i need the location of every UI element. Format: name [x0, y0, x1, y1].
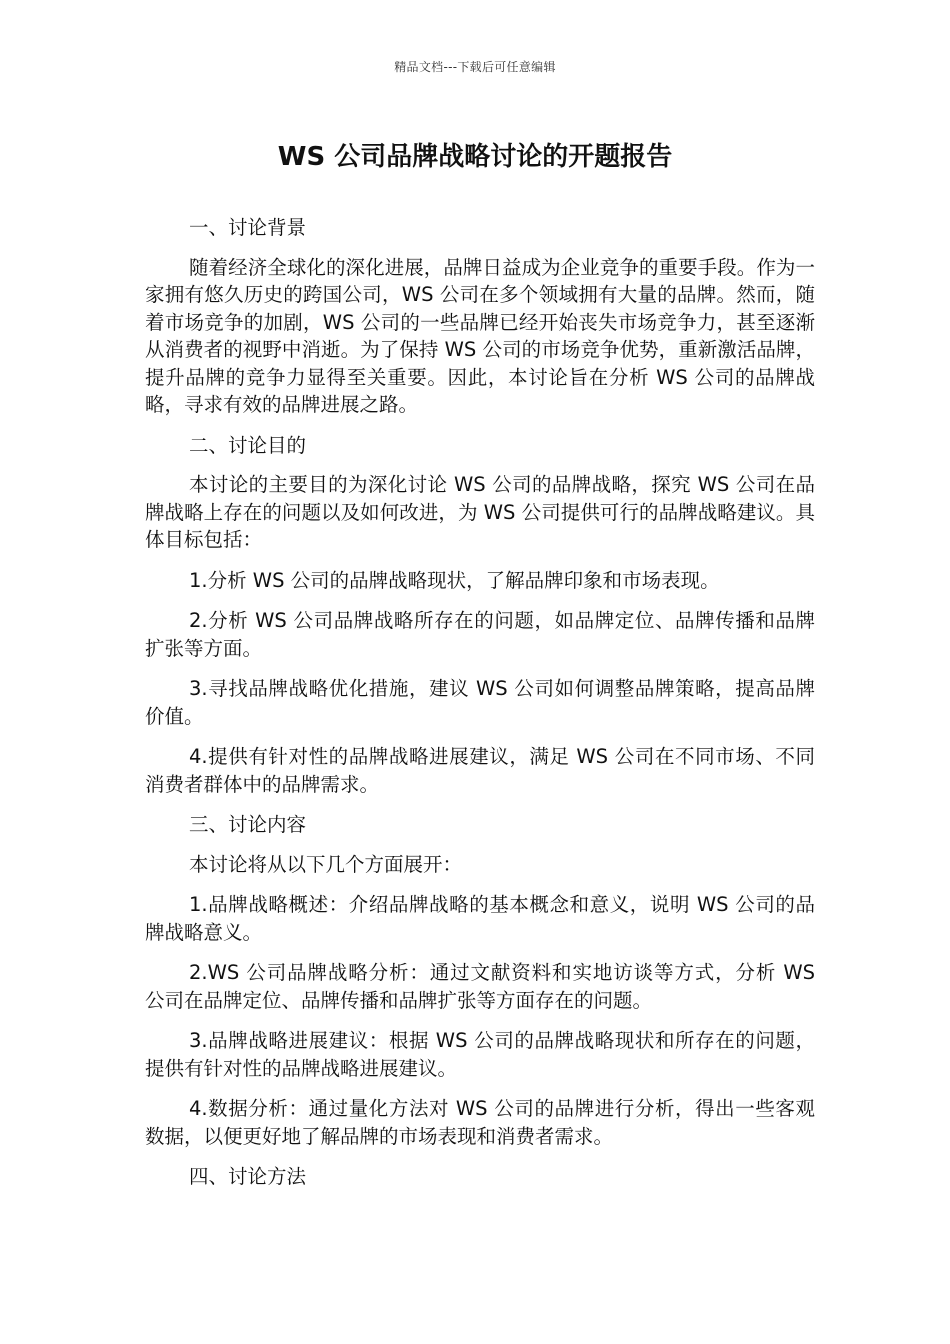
section-heading-content: 三、讨论内容: [189, 813, 307, 836]
content-item-4: 4.数据分析：通过量化方法对 WS 公司的品牌进行分析，得出一些客观数据，以便更好地了解品牌的市场表现和消费者需求。: [145, 1097, 815, 1148]
purpose-item-2: 2.分析 WS 公司品牌战略所存在的问题，如品牌定位、品牌传播和品牌扩张等方面。: [145, 609, 815, 660]
document-title: WS 公司品牌战略讨论的开题报告: [277, 142, 673, 172]
document-body: [145, 214, 815, 1203]
section-heading-purpose: 二、讨论目的: [189, 433, 307, 457]
purpose-item-1: 1.分析 WS 公司的品牌战略现状，了解品牌印象和市场表现。: [189, 568, 720, 592]
content-item-3: 3.品牌战略进展建议：根据 WS 公司的品牌战略现状和所存在的问题，提供有针对性的品牌战略进展建议。: [145, 1029, 815, 1080]
content-item-2: 2.WS 公司品牌战略分析：通过文献资料和实地访谈等方式，分析 WS 公司在品牌定位、品牌传播和品牌扩张等方面存在的问题。: [145, 961, 815, 1012]
background-paragraph: 随着经济全球化的深化进展，品牌日益成为企业竞争的重要手段。作为一家拥有悠久历史的跨国公司，WS 公司在多个领域拥有大量的品牌。然而，随着市场竞争的加剧，WS 公司的一些品牌已经开始丧失市场竞争力，甚至逐渐从消费者的视野中消逝。为了保持 WS 公司的市场竞争优势，重新激活品牌，提升品牌的竞争力显得至关重要。因此，本讨论旨在分析 WS 公司的品牌战略，寻求有效的品牌进展之路。: [145, 255, 815, 416]
section-heading-method: 四、讨论方法: [189, 1165, 307, 1188]
content-intro-paragraph: 本讨论将从以下几个方面展开：: [189, 852, 463, 876]
purpose-item-4: 4.提供有针对性的品牌战略进展建议，满足 WS 公司在不同市场、不同消费者群体中的品牌需求。: [145, 745, 815, 796]
content-item-1: 1.品牌战略概述：介绍品牌战略的基本概念和意义，说明 WS 公司的品牌战略意义。: [145, 893, 815, 944]
purpose-intro-paragraph: 本讨论的主要目的为深化讨论 WS 公司的品牌战略，探究 WS 公司在品牌战略上存在的问题以及如何改进，为 WS 公司提供可行的品牌战略建议。具体目标包括：: [145, 473, 815, 551]
section-heading-background: 一、讨论背景: [189, 216, 307, 239]
header-note: 精品文档---下载后可任意编辑: [394, 60, 556, 74]
purpose-item-3: 3.寻找品牌战略优化措施，建议 WS 公司如何调整品牌策略，提高品牌价值。: [145, 677, 815, 728]
